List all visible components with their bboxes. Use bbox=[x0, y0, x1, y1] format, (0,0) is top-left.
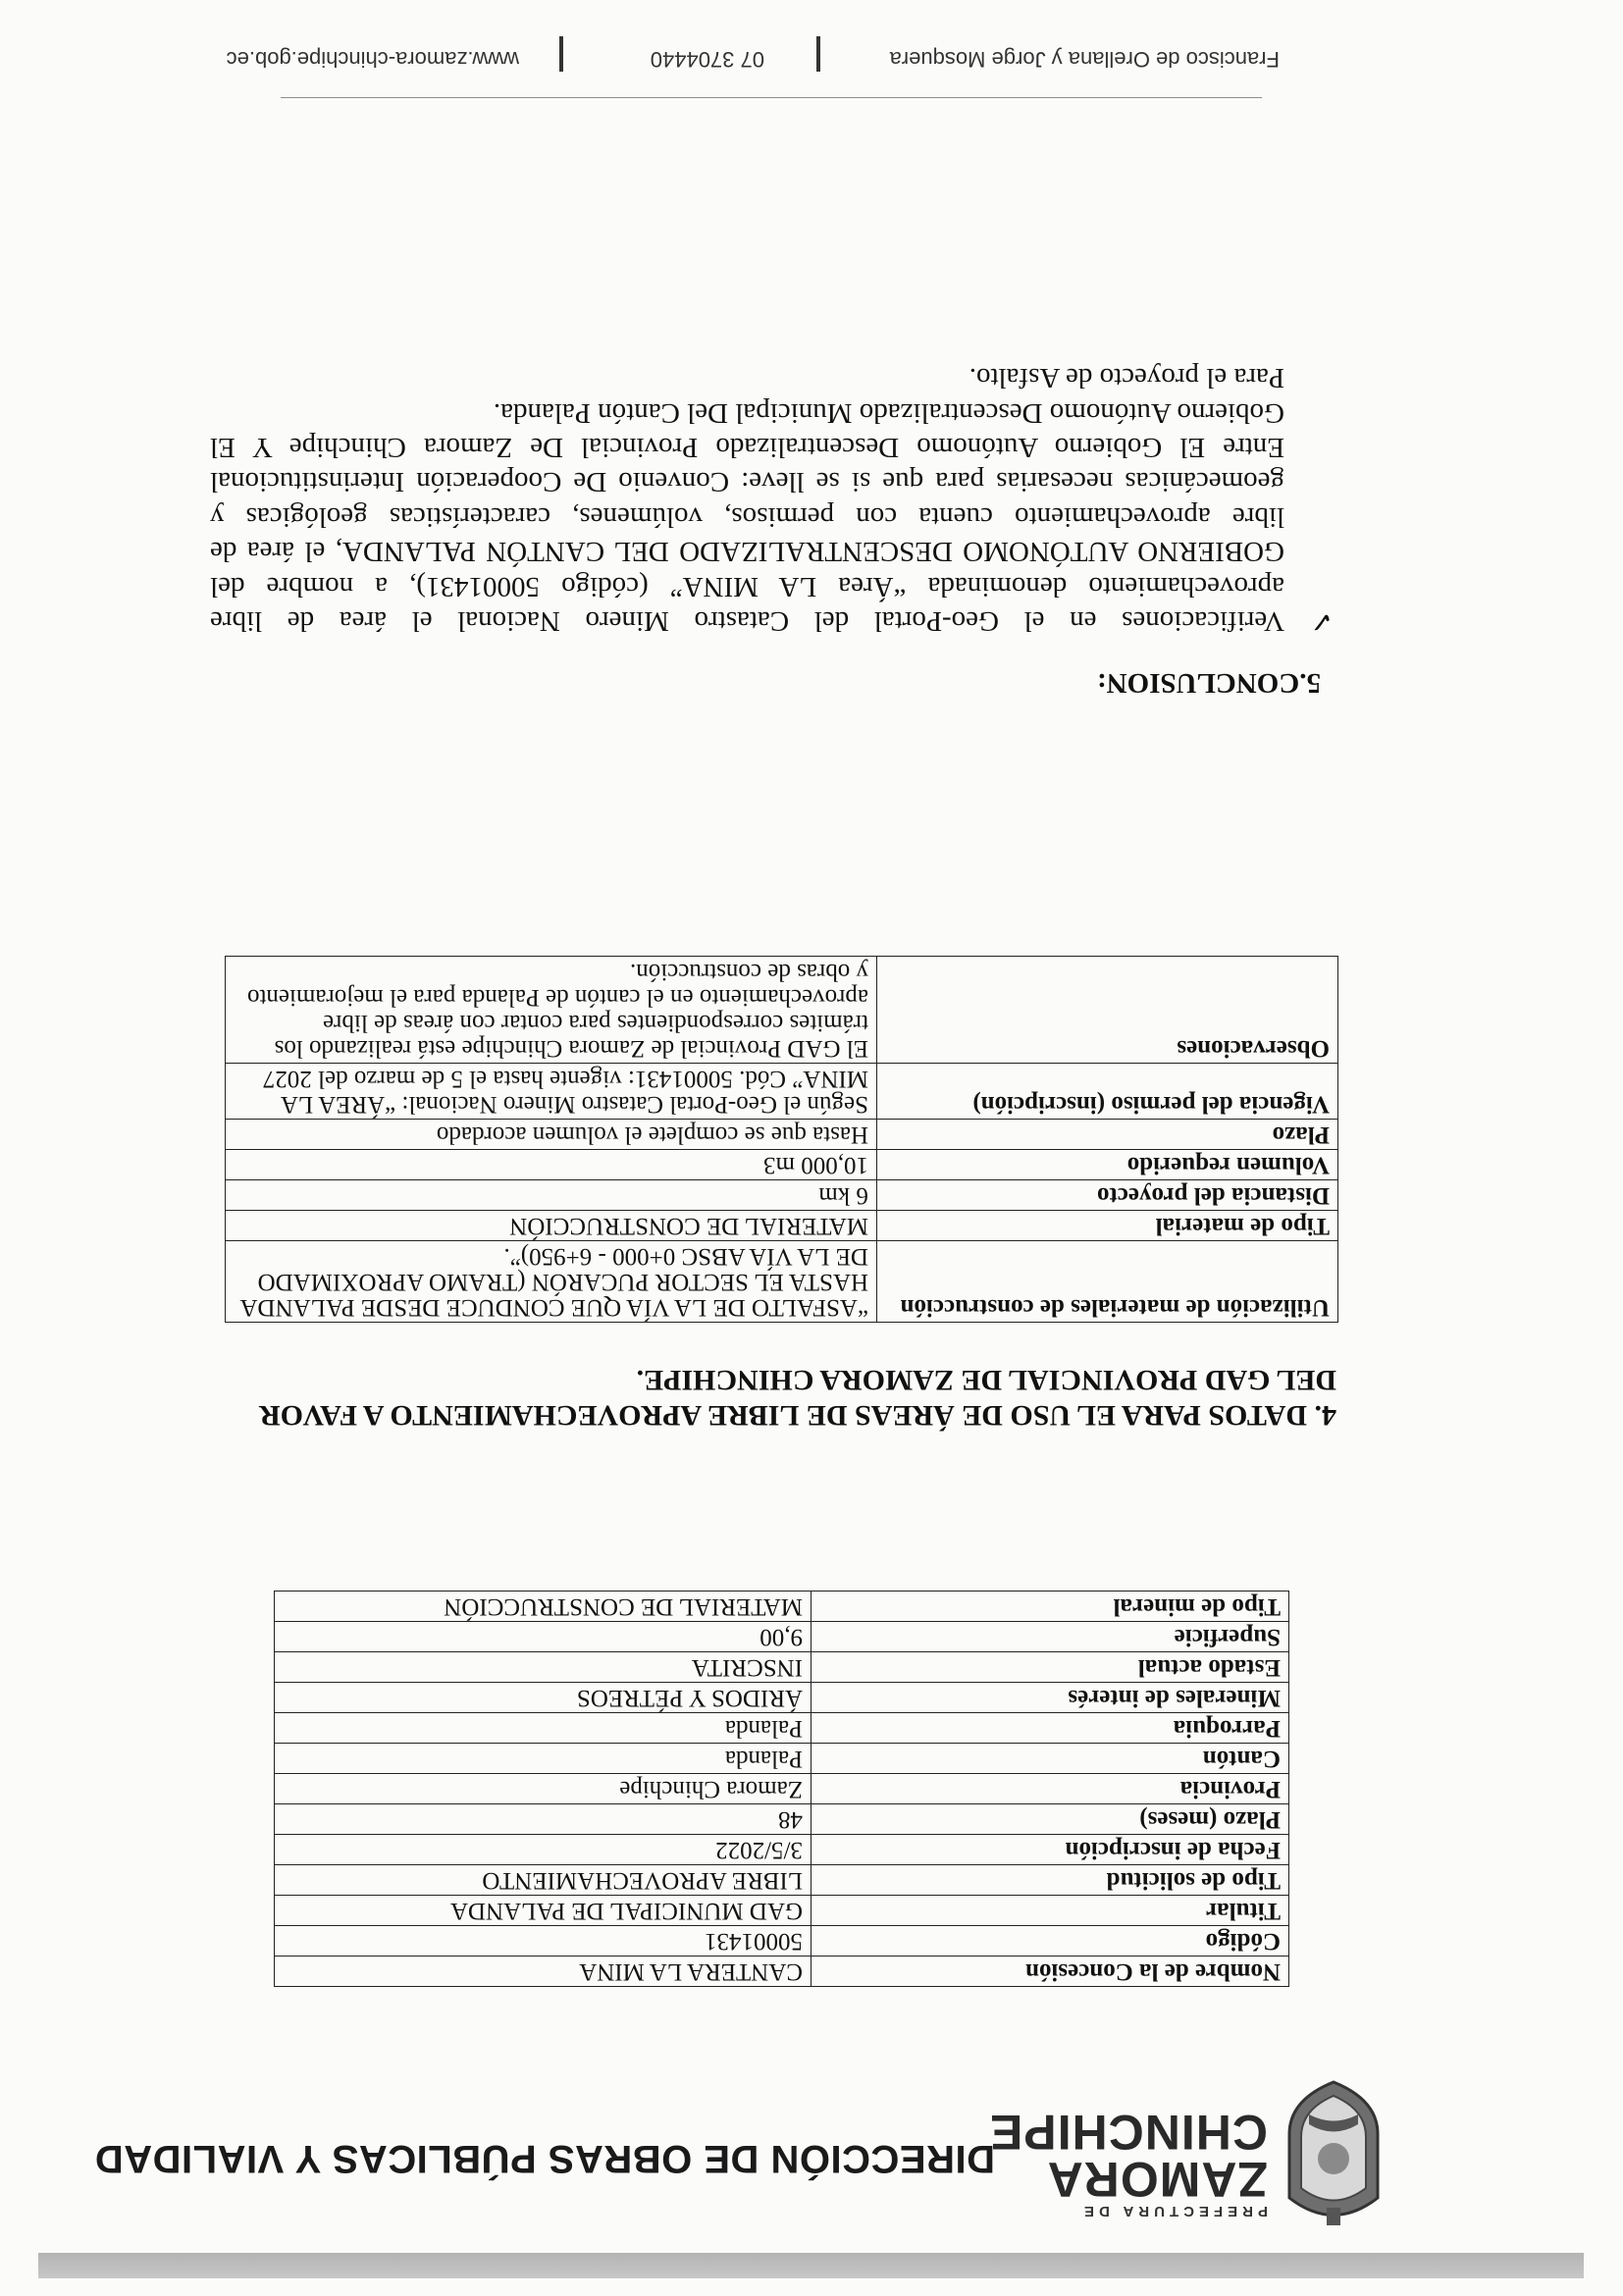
row-value: 9,00 bbox=[275, 1622, 812, 1652]
conclusion-paragraph bbox=[210, 360, 1334, 638]
row-label: Superficie bbox=[812, 1622, 1289, 1652]
table-row bbox=[275, 1592, 1289, 1622]
footer-separator bbox=[816, 36, 820, 72]
row-value: INSCRITA bbox=[275, 1652, 812, 1683]
table-row bbox=[275, 1744, 1289, 1774]
table-row bbox=[275, 1713, 1289, 1744]
table-row bbox=[275, 1652, 1289, 1683]
table-row bbox=[275, 1926, 1289, 1957]
table-row bbox=[226, 1120, 1338, 1150]
table-row bbox=[275, 1957, 1289, 1987]
checkmark-icon: ✓ bbox=[1309, 605, 1334, 637]
top-gray-band bbox=[38, 2253, 1584, 2278]
table-row bbox=[226, 1064, 1338, 1120]
prefecture-logo bbox=[988, 2061, 1387, 2237]
table-row bbox=[226, 1150, 1338, 1180]
footer-website: www.zamora-chinchipe.gob.ec bbox=[226, 47, 519, 72]
row-label: Tipo de solicitud bbox=[812, 1865, 1289, 1896]
table-row bbox=[275, 1835, 1289, 1865]
row-value: Hasta que se complete el volumen acordado bbox=[226, 1120, 877, 1150]
section-5-title: 5.CONCLUSION: bbox=[1097, 667, 1321, 699]
row-value: Palanda bbox=[275, 1744, 812, 1774]
row-value: CANTERA LA MINA bbox=[275, 1957, 812, 1987]
row-value: Palanda bbox=[275, 1713, 812, 1744]
footer-phone: 07 3704440 bbox=[650, 47, 764, 72]
table-row bbox=[275, 1622, 1289, 1652]
row-label: Minerales de interés bbox=[812, 1683, 1289, 1713]
row-value: GAD MUNICIPAL DE PALANDA bbox=[275, 1896, 812, 1926]
row-label: Plazo bbox=[877, 1120, 1338, 1150]
table-row bbox=[275, 1804, 1289, 1835]
row-value: 3/5/2022 bbox=[275, 1835, 812, 1865]
department-title: DIRECCIÓN DE OBRAS PÚBLICAS Y VIALIDAD bbox=[94, 2137, 995, 2180]
row-label: Plazo (meses) bbox=[812, 1804, 1289, 1835]
row-value: ÁRIDOS Y PÉTREOS bbox=[275, 1683, 812, 1713]
row-label: Volumen requerido bbox=[877, 1150, 1338, 1180]
row-value: MATERIAL DE CONSTRUCCIÓN bbox=[275, 1592, 812, 1622]
row-label: Titular bbox=[812, 1896, 1289, 1926]
section-4-title: 4. DATOS PARA EL USO DE ÁREAS DE LIBRE APROVECHAMIENTO A FAVOR DEL GAD PROVINCIAL DE ZAMORA CHINCHIPE. bbox=[259, 1364, 1336, 1432]
row-label: Tipo de material bbox=[877, 1211, 1338, 1241]
row-value: LIBRE APROVECHAMIENTO bbox=[275, 1865, 812, 1896]
row-value: Según el Geo-Portal Catastro Minero Nacional: “ÁREA LA MINA” Cód. 50001431: vigente hasta el 5 de marzo del 2027 bbox=[226, 1064, 877, 1120]
row-label: Fecha de inscripción bbox=[812, 1835, 1289, 1865]
table-row bbox=[275, 1683, 1289, 1713]
logo-line-zamora: ZAMORA bbox=[1046, 2152, 1268, 2207]
logo-line-chinchipe: CHINCHIPE bbox=[988, 2105, 1268, 2160]
row-value: 48 bbox=[275, 1804, 812, 1835]
row-label: Cantón bbox=[812, 1744, 1289, 1774]
row-label: Provincia bbox=[812, 1774, 1289, 1804]
row-label: Parroquia bbox=[812, 1713, 1289, 1744]
row-label: Estado actual bbox=[812, 1652, 1289, 1683]
logo-line-prefectura: PREFECTURA DE bbox=[1079, 2203, 1268, 2219]
row-label: Distancia del proyecto bbox=[877, 1180, 1338, 1211]
row-label: Código bbox=[812, 1926, 1289, 1957]
footer-divider bbox=[281, 97, 1262, 98]
row-value: 6 km bbox=[226, 1180, 877, 1211]
row-value: Zamora Chinchipe bbox=[275, 1774, 812, 1804]
table-row bbox=[226, 1211, 1338, 1241]
conclusion-text: Verificaciones en el Geo-Portal del Catastro Minero Nacional el área de libre aprovechamiento denominada “Área LA MINA” (código 50001431), a nombre del GOBIERNO AUTÓNOMO DESCENTRALIZADO DEL CANTÓN PALANDA, el área de libre aprovechamiento cuenta con permisos, volúmenes, características geológicas y geomecánicas necesarias para que si se lleve: Convenio De Cooperación Interinstitucional Entre El Gobierno Autónomo Descentralizado Provincial De Zamora Chinchipe Y El Gobierno Autónomo Descentralizado Municipal Del Cantón Palanda. bbox=[210, 396, 1284, 637]
table-row bbox=[226, 957, 1338, 1064]
row-label: Utilización de materiales de construcción bbox=[877, 1241, 1338, 1323]
row-value: 50001431 bbox=[275, 1926, 812, 1957]
row-value: MATERIAL DE CONSTRUCCIÓN bbox=[226, 1211, 877, 1241]
coat-of-arms-icon bbox=[1280, 2080, 1387, 2227]
conclusion-last-line: Para el proyecto de Asfalto. bbox=[969, 362, 1284, 394]
footer-address: Francisco de Orellana y Jorge Mosquera bbox=[889, 47, 1280, 72]
row-value: El GAD Provincial de Zamora Chinchipe está realizando los trámites correspondientes para contar con áreas de libre aprovechamiento en el cantón de Palanda para el mejoramiento y obras de construcción. bbox=[226, 957, 877, 1064]
row-label: Tipo de mineral bbox=[812, 1592, 1289, 1622]
footer bbox=[226, 32, 1280, 72]
footer-separator bbox=[559, 36, 563, 72]
table-row bbox=[275, 1896, 1289, 1926]
row-label: Observaciones bbox=[877, 957, 1338, 1064]
usage-data-table bbox=[225, 956, 1338, 1323]
row-value: “ASFALTO DE LA VÍA QUE CONDUCE DESDE PALANDA HASTA EL SECTOR PUCARÓN (TRAMO APROXIMADO DE LA VÍA ABSC 0+000 - 6+950)”. bbox=[226, 1241, 877, 1323]
table-row bbox=[275, 1774, 1289, 1804]
row-label: Vigencia del permiso (inscripción) bbox=[877, 1064, 1338, 1120]
table-row bbox=[226, 1180, 1338, 1211]
concession-table bbox=[274, 1591, 1289, 1987]
table-row bbox=[226, 1241, 1338, 1323]
row-value: 10,000 m3 bbox=[226, 1150, 877, 1180]
table-row bbox=[275, 1865, 1289, 1896]
row-label: Nombre de la Concesión bbox=[812, 1957, 1289, 1987]
